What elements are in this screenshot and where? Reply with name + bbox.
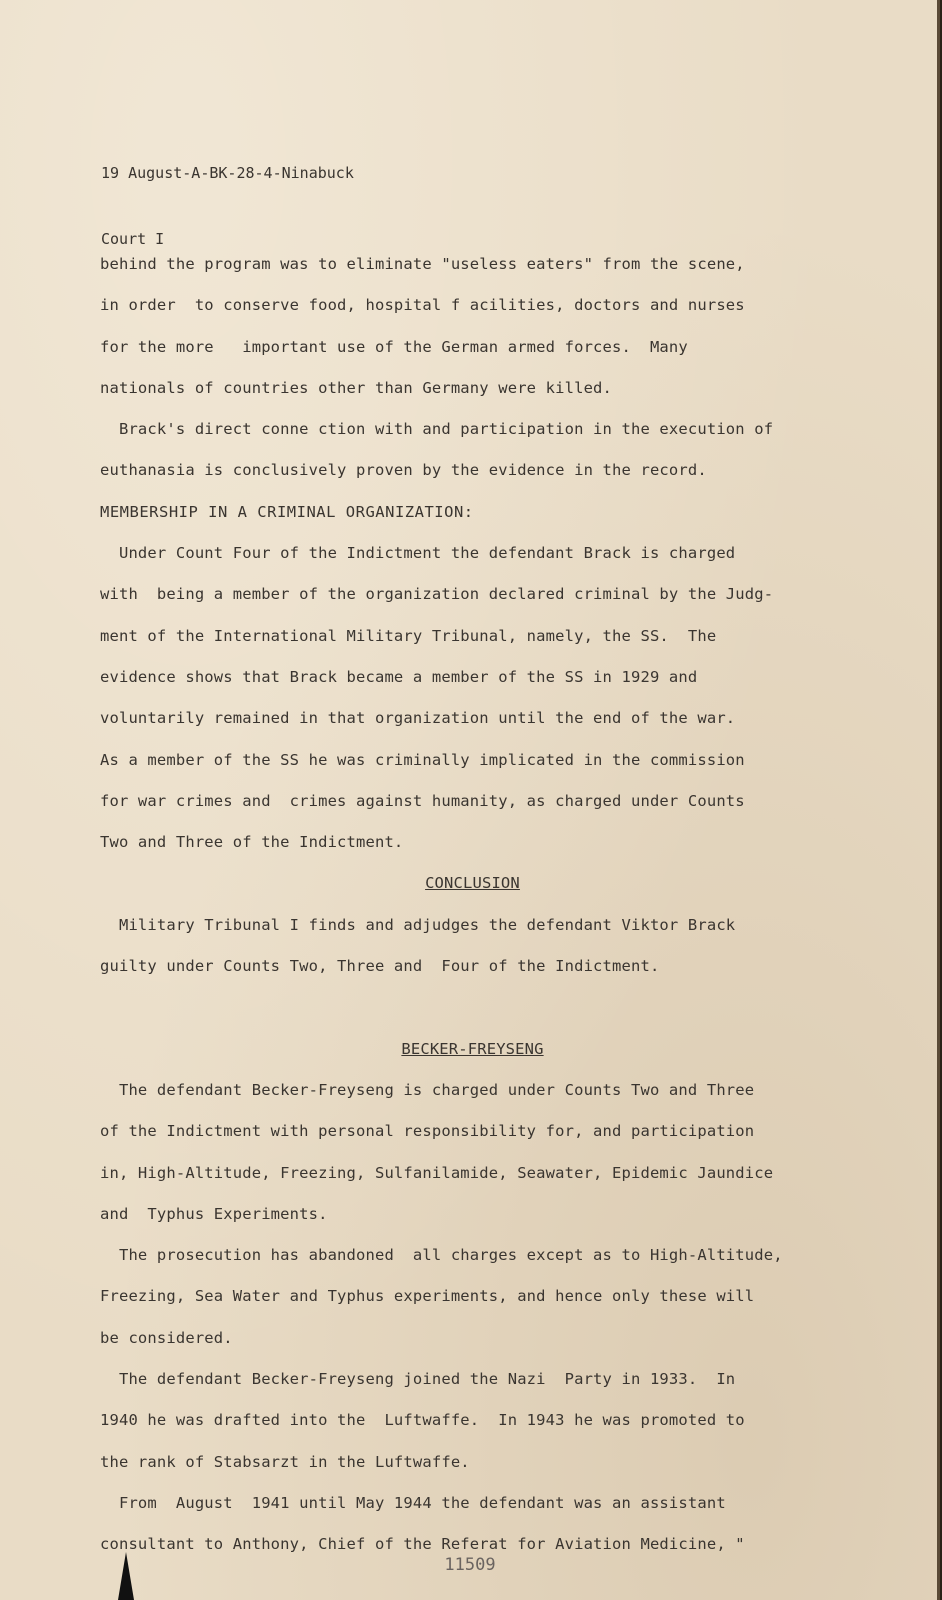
text-line: From August 1941 until May 1944 the defendant was an assistant — [100, 1493, 726, 1512]
text-line: ment of the International Military Tribunal, namely, the SS. The — [100, 626, 717, 645]
blank-line — [100, 987, 845, 1028]
text-line: euthanasia is conclusively proven by the evidence in the record. — [100, 461, 707, 480]
text-line: The defendant Becker-Freyseng is charged under Counts Two and Three — [100, 1080, 755, 1099]
text-line: Military Tribunal I finds and adjudges the defendant Viktor Brack — [100, 915, 736, 934]
text-line: and Typhus Experiments. — [100, 1204, 328, 1223]
text-line: The defendant Becker-Freyseng joined the Nazi Party in 1933. In — [100, 1370, 736, 1389]
document-body — [100, 244, 845, 1566]
text-line: Freezing, Sea Water and Typhus experiments, and hence only these will — [100, 1287, 755, 1306]
scan-edge-mark — [118, 1552, 134, 1600]
text-line: be considered. — [100, 1328, 233, 1347]
text-line: for the more important use of the German armed forces. Many — [100, 337, 688, 356]
section-heading-membership: MEMBERSHIP IN A CRIMINAL ORGANIZATION: — [100, 502, 474, 521]
text-line: consultant to Anthony, Chief of the Referat for Aviation Medicine, " — [100, 1535, 745, 1554]
section-heading-becker-freyseng: BECKER-FREYSENG — [401, 1039, 544, 1058]
text-line: nationals of countries other than Germany were killed. — [100, 378, 613, 397]
text-line: behind the program was to eliminate "useless eaters" from the scene, — [100, 255, 745, 273]
page-number: 11509 — [444, 1555, 496, 1575]
text-line: Two and Three of the Indictment. — [100, 833, 404, 852]
header-court-line: Court I — [101, 230, 165, 248]
text-line: in, High-Altitude, Freezing, Sulfanilamide, Seawater, Epidemic Jaundice — [100, 1163, 774, 1182]
text-line: The prosecution has abandoned all charges except as to High-Altitude, — [100, 1246, 783, 1265]
text-line: Brack's direct conne ction with and participation in the execution of — [100, 420, 774, 439]
header-reference-line: 19 August-A-BK-28-4-Ninabuck — [101, 164, 354, 182]
section-heading-conclusion: CONCLUSION — [425, 874, 520, 893]
text-line: 1940 he was drafted into the Luftwaffe. In 1943 he was promoted to — [100, 1411, 745, 1430]
text-line: voluntarily remained in that organization until the end of the war. — [100, 709, 736, 728]
text-line: Under Count Four of the Indictment the defendant Brack is charged — [100, 544, 736, 563]
text-line: with being a member of the organization declared criminal by the Judg- — [100, 585, 774, 604]
text-line: As a member of the SS he was criminally implicated in the commission — [100, 750, 745, 769]
text-line: guilty under Counts Two, Three and Four of the Indictment. — [100, 957, 660, 976]
text-line: for war crimes and crimes against humanity, as charged under Counts — [100, 791, 745, 810]
text-line: evidence shows that Brack became a member of the SS in 1929 and — [100, 667, 698, 686]
page-edge — [937, 0, 940, 1600]
text-line: the rank of Stabsarzt in the Luftwaffe. — [100, 1452, 470, 1471]
text-line: of the Indictment with personal responsibility for, and participation — [100, 1122, 755, 1141]
text-line: in order to conserve food, hospital f acilities, doctors and nurses — [100, 296, 745, 315]
